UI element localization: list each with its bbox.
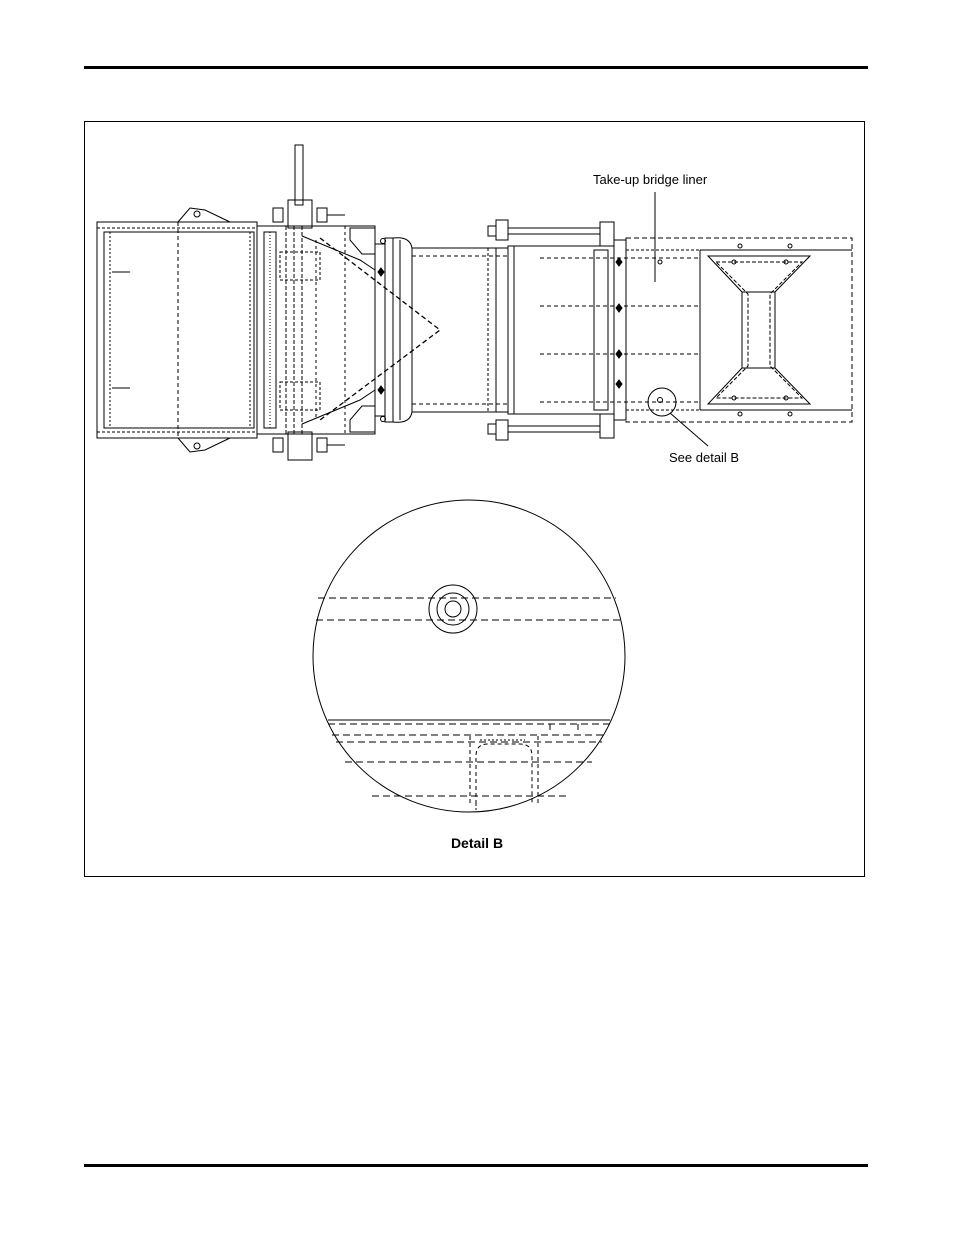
head-section: [257, 145, 440, 460]
liner-callout: Take-up bridge liner: [593, 172, 708, 187]
detail-b-leader: [670, 413, 708, 446]
middle-trough: [412, 248, 508, 412]
detail-b-view: [313, 500, 625, 812]
takeup-section: [488, 220, 700, 440]
tail-section: [626, 238, 852, 422]
detail-b-title: Detail B: [450, 835, 504, 851]
inlet-flange: [375, 238, 412, 423]
footer-rule: [84, 1164, 868, 1167]
see-detail-callout: See detail B: [669, 450, 740, 465]
hopper-section: [97, 208, 257, 452]
